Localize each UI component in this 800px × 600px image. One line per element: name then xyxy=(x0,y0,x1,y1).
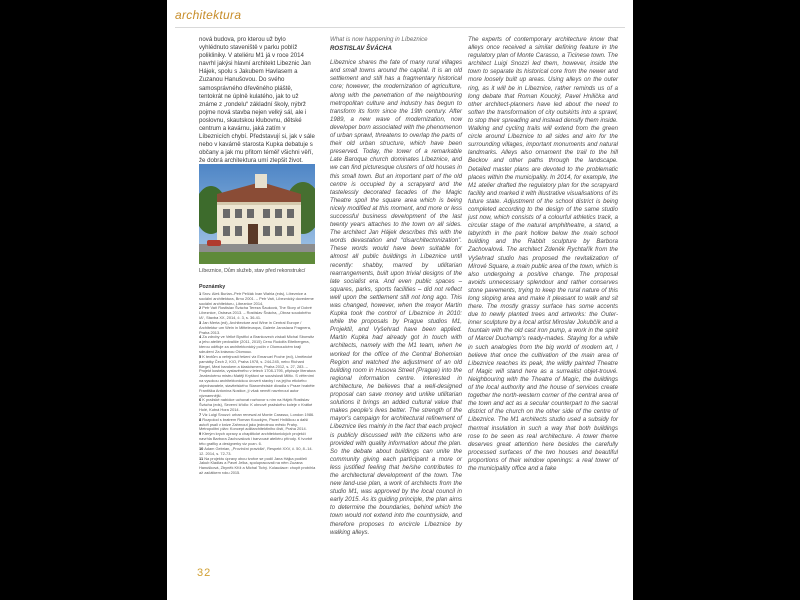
header-rule xyxy=(175,27,625,28)
note-item xyxy=(199,355,317,399)
page-number: 32 xyxy=(197,567,212,579)
building-photo xyxy=(199,164,315,264)
running-head: architektura xyxy=(175,8,242,22)
note-text: Petr Vaň Rostislav Švácha Tereza Šauková, The Story of Dobré Líbeznice, Ostrava 2013. – Rostislav Švácha, „Obraz soudobého IA“, Stavba XX, 2014, č. 3, s. 36-41. xyxy=(199,305,312,321)
magazine-page xyxy=(167,0,633,600)
note-text: K pražské nabídce uchovat rozhovor s ním na Hájek Rostislav Švácha (eds), Severní křídlo: K obnově pražského koleje v Krátké Holé, Kutná Hora 2014. xyxy=(199,397,313,413)
note-text: K textům a veřejnosti řešení viz Emanuel Poche (ed), Umělecké památky Čech 2, K/O, Praha 1978, s. 244-245, nebo Richard Biegel, Mezi barokem a klasicismem, Praha 2012, s. 27, 283. – Projekt kostela, vystavěného v letech 1708-1795, připisuje literatura Jezdeckému mistru Matěji Kryštovi se souvislosti Miltic. S věřeními na vysokou architektonickou úroveň stavby i na jejího etického objednavatele, stavitelského Staroměstské divadla v Praze hraběte Františka Antonína Nostice, jí však neměl navrhnout autor významnější. xyxy=(199,353,316,398)
note-number: 9 xyxy=(199,431,202,437)
note-item xyxy=(199,306,317,321)
building-photo-illustration xyxy=(199,164,315,264)
note-text: Jan Merta (ed), Architecture and Wine in Central Europe / Architektur um Wein in Mitteleuropa, Galerie Jaroslava Fragnera, Praha 2013. xyxy=(199,319,311,335)
note-number: 7 xyxy=(199,411,202,417)
note-item xyxy=(199,292,317,307)
note-text: Srov. Aleš Burian–Petr Pelčák Ivan Wahla (eds), Líbeznice a sociální architektura, Brno 2001. – Petr Vaň, Líbeznický dovedeme sociální architekturu, Líbeznice 2014. xyxy=(199,290,314,306)
note-text: Kterým krych opravy a chaplitické architektonických projekčí navrhla Barbora Zachovalová i barvousé ateliéru přírody. K tvorbě této grafiky a designerky viz pozn. 6. xyxy=(199,431,313,446)
notes-title: Poznámky xyxy=(199,284,226,290)
note-text: Za zdroby ve Velké Bystřici a Brankovech získali Michal Sborwitz a jeho ateliér pedvaliče (2011, 2015) Cenu Rudolfa Eitelbergera, kterou oděluje za architektonický počin v Olomouckém kraji sdružení Za krásnou Olomouc. xyxy=(199,334,315,354)
article-kicker: What is now happening in Líbeznice xyxy=(330,36,428,43)
note-text: Adam Gebrian, „Provinční pravidla“, Respekt XXV, č. 50, 8.-14. 12. 2014, s. 72-73. xyxy=(199,445,313,456)
english-article-column-2 xyxy=(468,36,618,473)
note-number: 11 xyxy=(199,455,204,461)
note-item xyxy=(199,418,317,433)
note-text: Rozpolod s bratrem Roman Kouckým, Pavel Hniličkou a další autoři psali v knize Zahrnout jako jednotnou město Prahy. Metropolitní plán: Koncept adžiarchitektiniho čistí, Praha 2014. xyxy=(199,416,309,432)
notes-section xyxy=(199,285,317,476)
photo-caption: Líbeznice, Dům služeb, stav před rekonstrukcí xyxy=(199,268,306,274)
czech-text-column xyxy=(199,36,315,166)
article-body-part-2: The experts of contemporary architecture know that alleys once received a similar defining feature in the regulatory plan of Monte Carasso, a Ticinese town. The architect Luigi Snozzi led them, however, inside the town to separate its historical core from the newer and more loosely built up areas. Using alleys on the outer ring, as it will be in Líbeznice, rather reminds us of a long debate that Roman Koucký, Pavel Hnilička and other architect-planners have led about the need to soften the transformation of city outskirts into a sprawl, to stop their spreading and instead densify them inside. Walking and cycling trails will extend from the green circle around Líbeznice to all sides and aim for the surrounding villages, important monuments and natural landmarks. Alleys also ornament the trail to the hill Beckov and other paths through the landscape. Detailed master plans are devoted to the problematic places within the municipality. In 2014, for example, the M1 atelier drafted the regulatory plan for the scrapyard facility and marked it with illustrative visualisations of its future state. Adjustment of the school district is being completed according to the design of the same studio just now, which consists of a colourful athletics track, a circular stage of the natural amphitheatre, a stand, a labyrinth in the park hollow below the main school building and the Rabbit sculpture by Barbora Zachovalová. The architect Zdeněk Rychtařík from the Vyšehrad studio has proposed the revitalization of Mírové Square, a main public area of the town, which is also undergoing a positive change. The proposal avoids unnecessary splendour and rather conserves stone pavements, trying to keep the rural nature of this long sloping area and make it pleasant to walk and sit there. The mostly grassy surface has some accents due to newly planted trees and artworks: the Outer-inner sculpture by a local artist Miroslav Jokubčík and a fountain with the old cast iron pump, a work in the spirit of Marcel Duchamp's ready-mades. Staying for a while in such analogies from the big world of modern art, I believe that once the cultivation of the main area of Líbeznice reaches its peak, the wildly painted Theatre of Magic will stand here as a surrealist objet-trouvé. Neighbouring with the Theatre of Magic, the buildings of the local authority and the house of services create together the north-western corner of the central area of the town and act as a secular counterpart to the sacral district of the church on the other side of the centre of Líbeznice. The M1 architects studio used a subsidy for thermal insulation in such a way that both buildings rose to be seen as real architecture. A tower theme deserves great attention here besides the carefully processed surfaces of the two houses and beautiful proportions of their window openings: a real tower of the municipality office and a fake xyxy=(468,36,618,472)
note-number: 5 xyxy=(199,353,202,359)
note-item xyxy=(199,457,317,476)
note-item xyxy=(199,335,317,354)
note-text: Na projektu úpravy obou tvořce se podíl Jana Hájka podílelí Jakub Kladlas a Pavel Jelka, spolupracovali na něm Zuzana Hanušková, Zbyněk Kříž a Michal Tichý. Kolaudace: chopit probíhla až začátkem roku 2015. xyxy=(199,455,316,476)
czech-paragraph: nová budova, pro kterou už bylo vyhlédnuto staveniště v parku poblíž polikliniky. V ateliéru M1 já v roce 2014 navrhl jakýsi hlavní architekt Libeznic Jan Hájek, spolu s Jakubem Havlasem a Zuzanou Hanušovou. Do svého samosprávného dřevěného pláště, tentokrát ne úplně kulatého, jak to už známe z „rondelu“ základní školy, nýbrž pojme nová stavba nejen velký sál, ale i poslovnu, skautskou klubovnu, dětské centrum a kavárnu, jaká zatím v Líbeznicích chybí. Představují si, jak v sále nebo v kavárně starosta Kupka debatuje s občany a jak mu přitom téměř všichni věří, že dobrá architektura umí zlepšit život. xyxy=(199,36,315,165)
note-item xyxy=(199,321,317,336)
note-number: 10 xyxy=(199,445,204,451)
note-number: 4 xyxy=(199,334,202,340)
note-item xyxy=(199,432,317,447)
note-number: 6 xyxy=(199,397,202,403)
note-number: 1 xyxy=(199,290,202,296)
note-number: 3 xyxy=(199,319,202,325)
article-author: ROSTISLAV ŠVÁCHA xyxy=(330,45,392,53)
note-item xyxy=(199,398,317,413)
note-number: 2 xyxy=(199,305,202,311)
english-article-column xyxy=(330,36,462,537)
note-text: Viz Luigi Snozzi: urban renewal at Monte Carasso, London 1986. xyxy=(202,411,315,417)
note-number: 8 xyxy=(199,416,202,422)
article-body-part-1: Líbeznice shares the fate of many rural villages and small towns around the capital. It is an old settlement and still has a fragmentary historical core; however, the modernization of agriculture, along with the penetration of the neighbouring metropolitan culture and industry has begun to transform its form since the 19th century. After 1989, a new wave of modernization, now developer born associated with the phenomenon of urban sprawl, threatens to overlap the parts of their old urban structure, which have been preserved. Today, the tower of a remarkable Late Baroque church dominates Líbeznice, and we can find picturesque clusters of old houses in this small town. But an important part of the old centre is occupied by a scrapyard and the tastelessly decorated facades of the Magic Theatre spoil the square area which is being nicely modified at this moment, and more or less successful business development of the last twenty years attaches to the town on all sides. The architect Jan Hájek describes this with the words devastation and “disarchitectonization”. These words would have been suitable for almost all public buildings in Líbeznice until recently: shabby, marred by utilitarian rearrangements, built upon trivial designs of the late socialist era. And even public spaces – squares, parks, sports facilities – did not reflect well upon the settlement still not long ago. This was changed, however, when the mayor Martin Kupka took the control of Líbeznice in 2010: while the proposals by Prague studios M1, Projektil, and Vyšehrad have been applied. Martin Kupka had already got in touch with architects, namely with the M1 team, when he worked for the office of the Central Bohemian Region and watched the adjustment of an old building room in Husova Street (Prague) into the regional information centre. Interested in architecture, he believes that a well-designed proposal can save money and unlike utilitarian solutions it brings an added cultural value that makes people's lives better. The strength of the mayor's campaign for architectural refinement of Líbeznice lies mainly in the fact that each project is publicly discussed with the citizens who are provided with quality information about the plan. So the debate about buildings can unite the community giving each participant a more or less justified feeling that he/she contributes to the architectural development of the town. The new land-use plan, a work of architects from the studio M1, was approved by the local council in early 2015. As its guiding principle, the plan aims to determine the boundaries, behind which the town would not extend into the countryside, and therefore proposes to encircle Líbeznice by walking alleys. xyxy=(330,59,462,536)
